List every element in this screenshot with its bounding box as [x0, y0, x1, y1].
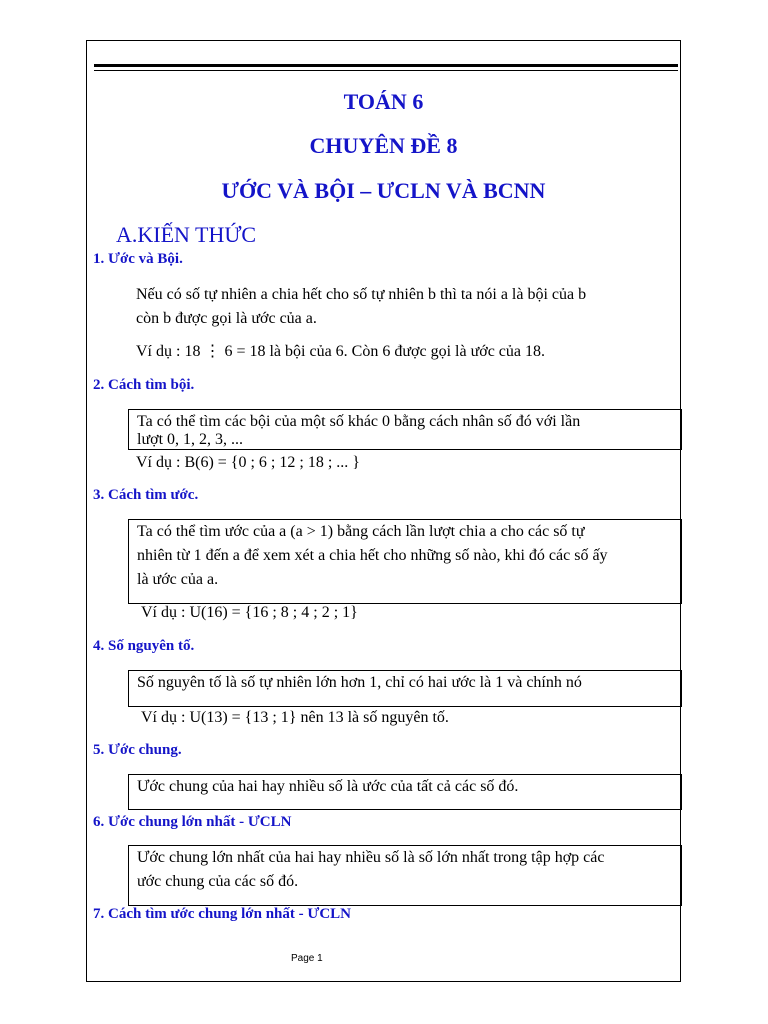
title-chapter: CHUYÊN ĐỀ 8	[309, 133, 458, 158]
heading-uoc-va-boi: 1. Ước và Bội.	[93, 251, 183, 267]
s3-box-line-3: là ước của a.	[137, 571, 219, 588]
title-subject: TOÁN 6	[343, 89, 424, 114]
heading-uoc-chung: 5. Ước chung.	[93, 742, 182, 758]
heading-cach-tim-ucln: 7. Cách tìm ước chung lớn nhất - ƯCLN	[93, 906, 351, 922]
s2-definition-box	[128, 409, 682, 450]
s4-example: Ví dụ : U(13) = {13 ; 1} nên 13 là số nguyên tố.	[141, 709, 449, 726]
s3-definition-box	[128, 519, 682, 604]
header-rule-thin	[94, 70, 678, 71]
heading-so-nguyen-to: 4. Số nguyên tố.	[93, 638, 195, 654]
s3-example: Ví dụ : U(16) = {16 ; 8 ; 4 ; 2 ; 1}	[141, 604, 358, 621]
title-topic: ƯỚC VÀ BỘI – ƯCLN VÀ BCNN	[221, 178, 546, 203]
s6-box-line-1: Ước chung lớn nhất của hai hay nhiều số là số lớn nhất trong tập hợp các	[137, 849, 605, 866]
s2-box-line-2: lượt 0, 1, 2, 3, ...	[137, 431, 244, 448]
s6-box-line-2: ước chung của các số đó.	[137, 873, 299, 890]
s5-definition-box	[128, 774, 682, 810]
s1-example: Ví dụ : 18 ⋮ 6 = 18 là bội của 6. Còn 6 được gọi là ước của 18.	[136, 343, 545, 360]
s2-example: Ví dụ : B(6) = {0 ; 6 ; 12 ; 18 ; ... }	[136, 454, 360, 471]
heading-cach-tim-uoc: 3. Cách tìm ước.	[93, 487, 199, 503]
s1-definition-line-1: Nếu có số tự nhiên a chia hết cho số tự nhiên b thì ta nói a là bội của b	[136, 286, 587, 303]
s3-box-line-1: Ta có thể tìm ước của a (a > 1) bằng cách lần lượt chia a cho các số tự	[137, 523, 585, 540]
header-rule-thick	[94, 64, 678, 67]
section-heading-knowledge: A.KIẾN THỨC	[116, 222, 257, 247]
s4-box-line-1: Số nguyên tố là số tự nhiên lớn hơn 1, chỉ có hai ước là 1 và chính nó	[137, 674, 582, 691]
s6-definition-box	[128, 845, 682, 906]
s2-box-line-1: Ta có thể tìm các bội của một số khác 0 bằng cách nhân số đó với lần	[137, 413, 581, 430]
heading-ucln: 6. Ước chung lớn nhất - ƯCLN	[93, 814, 292, 830]
s1-definition-line-2: còn b được gọi là ước của a.	[136, 310, 317, 327]
page-number: Page 1	[291, 953, 323, 964]
s3-box-line-2: nhiên từ 1 đến a để xem xét a chia hết cho những số nào, khi đó các số ấy	[137, 547, 608, 564]
s4-definition-box	[128, 670, 682, 707]
heading-cach-tim-boi: 2. Cách tìm bội.	[93, 377, 195, 393]
s5-box-line-1: Ước chung của hai hay nhiều số là ước của tất cả các số đó.	[137, 778, 519, 795]
